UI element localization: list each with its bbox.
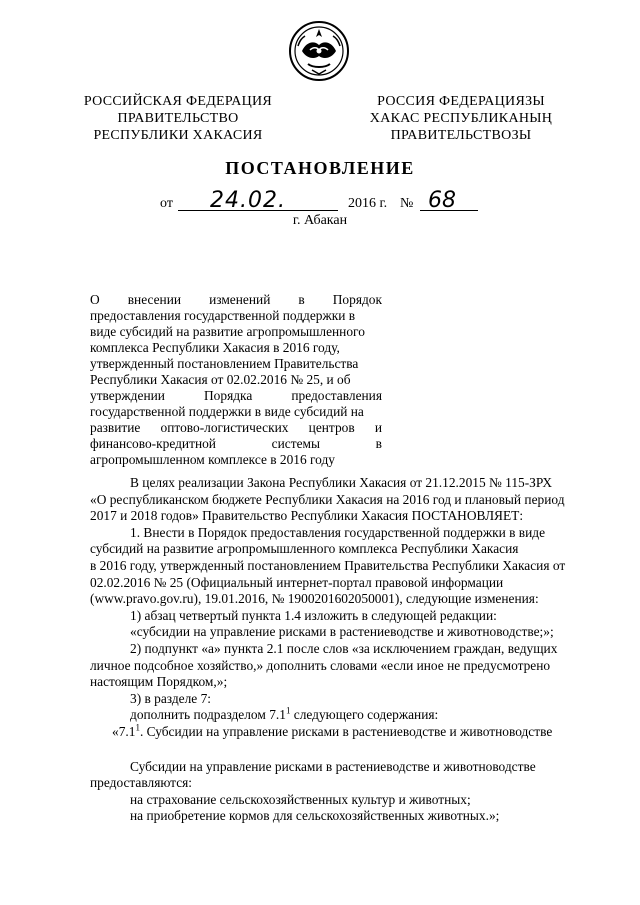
document-title: ПОСТАНОВЛЕНИЕ xyxy=(225,158,415,178)
heading-sup: 1 xyxy=(135,722,140,733)
subject-line: О внесении изменений в Порядок xyxy=(90,292,382,307)
subject-line: финансово-кредитной системы в xyxy=(90,436,382,451)
body-line: 2017 и 2018 годов» Правительство Республики Хакасия ПОСТАНОВЛЯЕТ: xyxy=(90,508,524,524)
handwritten-number: 68 xyxy=(428,188,456,213)
subsection-sup: 1 xyxy=(285,705,291,716)
subject-line: предоставления государственной поддержки в xyxy=(90,308,356,323)
body-line: 1. Внести в Порядок предоставления государственной поддержки в виде xyxy=(130,524,546,540)
subsection-suffix: следующего содержания: xyxy=(290,707,439,723)
body-line: 1) абзац четвертый пункта 1.4 изложить в следующей редакции: xyxy=(130,607,497,623)
subject-line: государственной поддержки в виде субсидий на xyxy=(90,404,364,419)
body-line: (www.pravo.gov.ru), 19.01.2016, № 1900201602050001), следующие изменения: xyxy=(90,591,539,607)
body-line: 3) в разделе 7: xyxy=(130,690,212,706)
subject-line: виде субсидий на развитие агропромышленного xyxy=(90,324,365,339)
spacer xyxy=(90,741,580,759)
body-line: 2) подпункт «а» пункта 2.1 после слов «за исключением граждан, ведущих xyxy=(130,640,558,656)
header-left-line-3: РЕСПУБЛИКИ ХАКАСИЯ xyxy=(93,128,263,143)
header-right-line-3: ПРАВИТЕЛЬСТВОЗЫ xyxy=(390,128,532,143)
handwritten-date: 24.02. xyxy=(210,188,286,213)
date-number-line xyxy=(150,188,490,214)
final-line: предоставляются: xyxy=(90,775,193,791)
subject-line: развитие оптово-логистических центров и xyxy=(90,420,382,435)
body-line: личное подсобное хозяйство,» дополнить словами «если иное не предусмотрено xyxy=(90,657,551,673)
header-left-line-1: РОССИЙСКАЯ ФЕДЕРАЦИЯ xyxy=(83,94,273,109)
body-line: «О республиканском бюджете Республики Хакасия на 2016 год и плановый период xyxy=(90,491,565,507)
final-line: Субсидии на управление рисками в растениеводстве и животноводстве xyxy=(130,758,536,774)
body-line: настоящим Порядком,»; xyxy=(90,674,228,690)
body-line: в 2016 году, утвержденный постановлением Правительства Республики Хакасия от xyxy=(90,557,566,573)
header-right xyxy=(356,93,566,144)
subject-line: утвержденный постановлением Правительства xyxy=(90,356,359,371)
date-prefix: от xyxy=(160,196,173,211)
year-text: 2016 г. xyxy=(348,196,388,211)
heading-suffix: . Субсидии на управление рисками в растениеводстве и животноводстве xyxy=(139,723,553,739)
city: г. Абакан xyxy=(292,213,348,228)
header-right-line-2: ХАКАС РЕСПУБЛИКАНЫҢ xyxy=(369,111,553,126)
subsection-prefix: дополнить подразделом 7.1 xyxy=(130,707,286,723)
subject-line: утверждении Порядка предоставления xyxy=(90,388,382,403)
subsection-line xyxy=(90,707,580,724)
header-left xyxy=(78,93,278,144)
final-line: на приобретение кормов для сельскохозяйственных животных.»; xyxy=(130,808,500,824)
subject-line: Республики Хакасия от 02.02.2016 № 25, и об xyxy=(90,372,351,387)
heading-prefix: «7.1 xyxy=(112,723,136,739)
subject-block xyxy=(90,292,382,468)
header-left-line-2: ПРАВИТЕЛЬСТВО xyxy=(117,111,239,126)
subject-line: агропромышленном комплексе в 2016 году xyxy=(90,452,336,467)
body-line: 02.02.2016 № 25 (Официальный интернет-портал правовой информации xyxy=(90,574,504,590)
header-right-line-1: РОССИЯ ФЕДЕРАЦИЯЗЫ xyxy=(377,94,545,109)
body-line: «субсидии на управление рисками в растениеводстве и животноводстве;»; xyxy=(130,624,554,640)
final-line: на страхование сельскохозяйственных культур и животных; xyxy=(130,791,471,807)
subject-line: комплекса Республики Хакасия в 2016 году, xyxy=(90,340,340,355)
number-sign: № xyxy=(400,196,414,211)
body-text xyxy=(90,475,580,825)
coat-of-arms-emblem xyxy=(288,20,350,82)
body-line: В целях реализации Закона Республики Хакасия от 21.12.2015 № 115-ЗРХ xyxy=(130,475,553,490)
body-line: субсидий на развитие агропромышленного комплекса Республики Хакасия xyxy=(90,541,519,557)
subsection-heading xyxy=(90,724,580,741)
